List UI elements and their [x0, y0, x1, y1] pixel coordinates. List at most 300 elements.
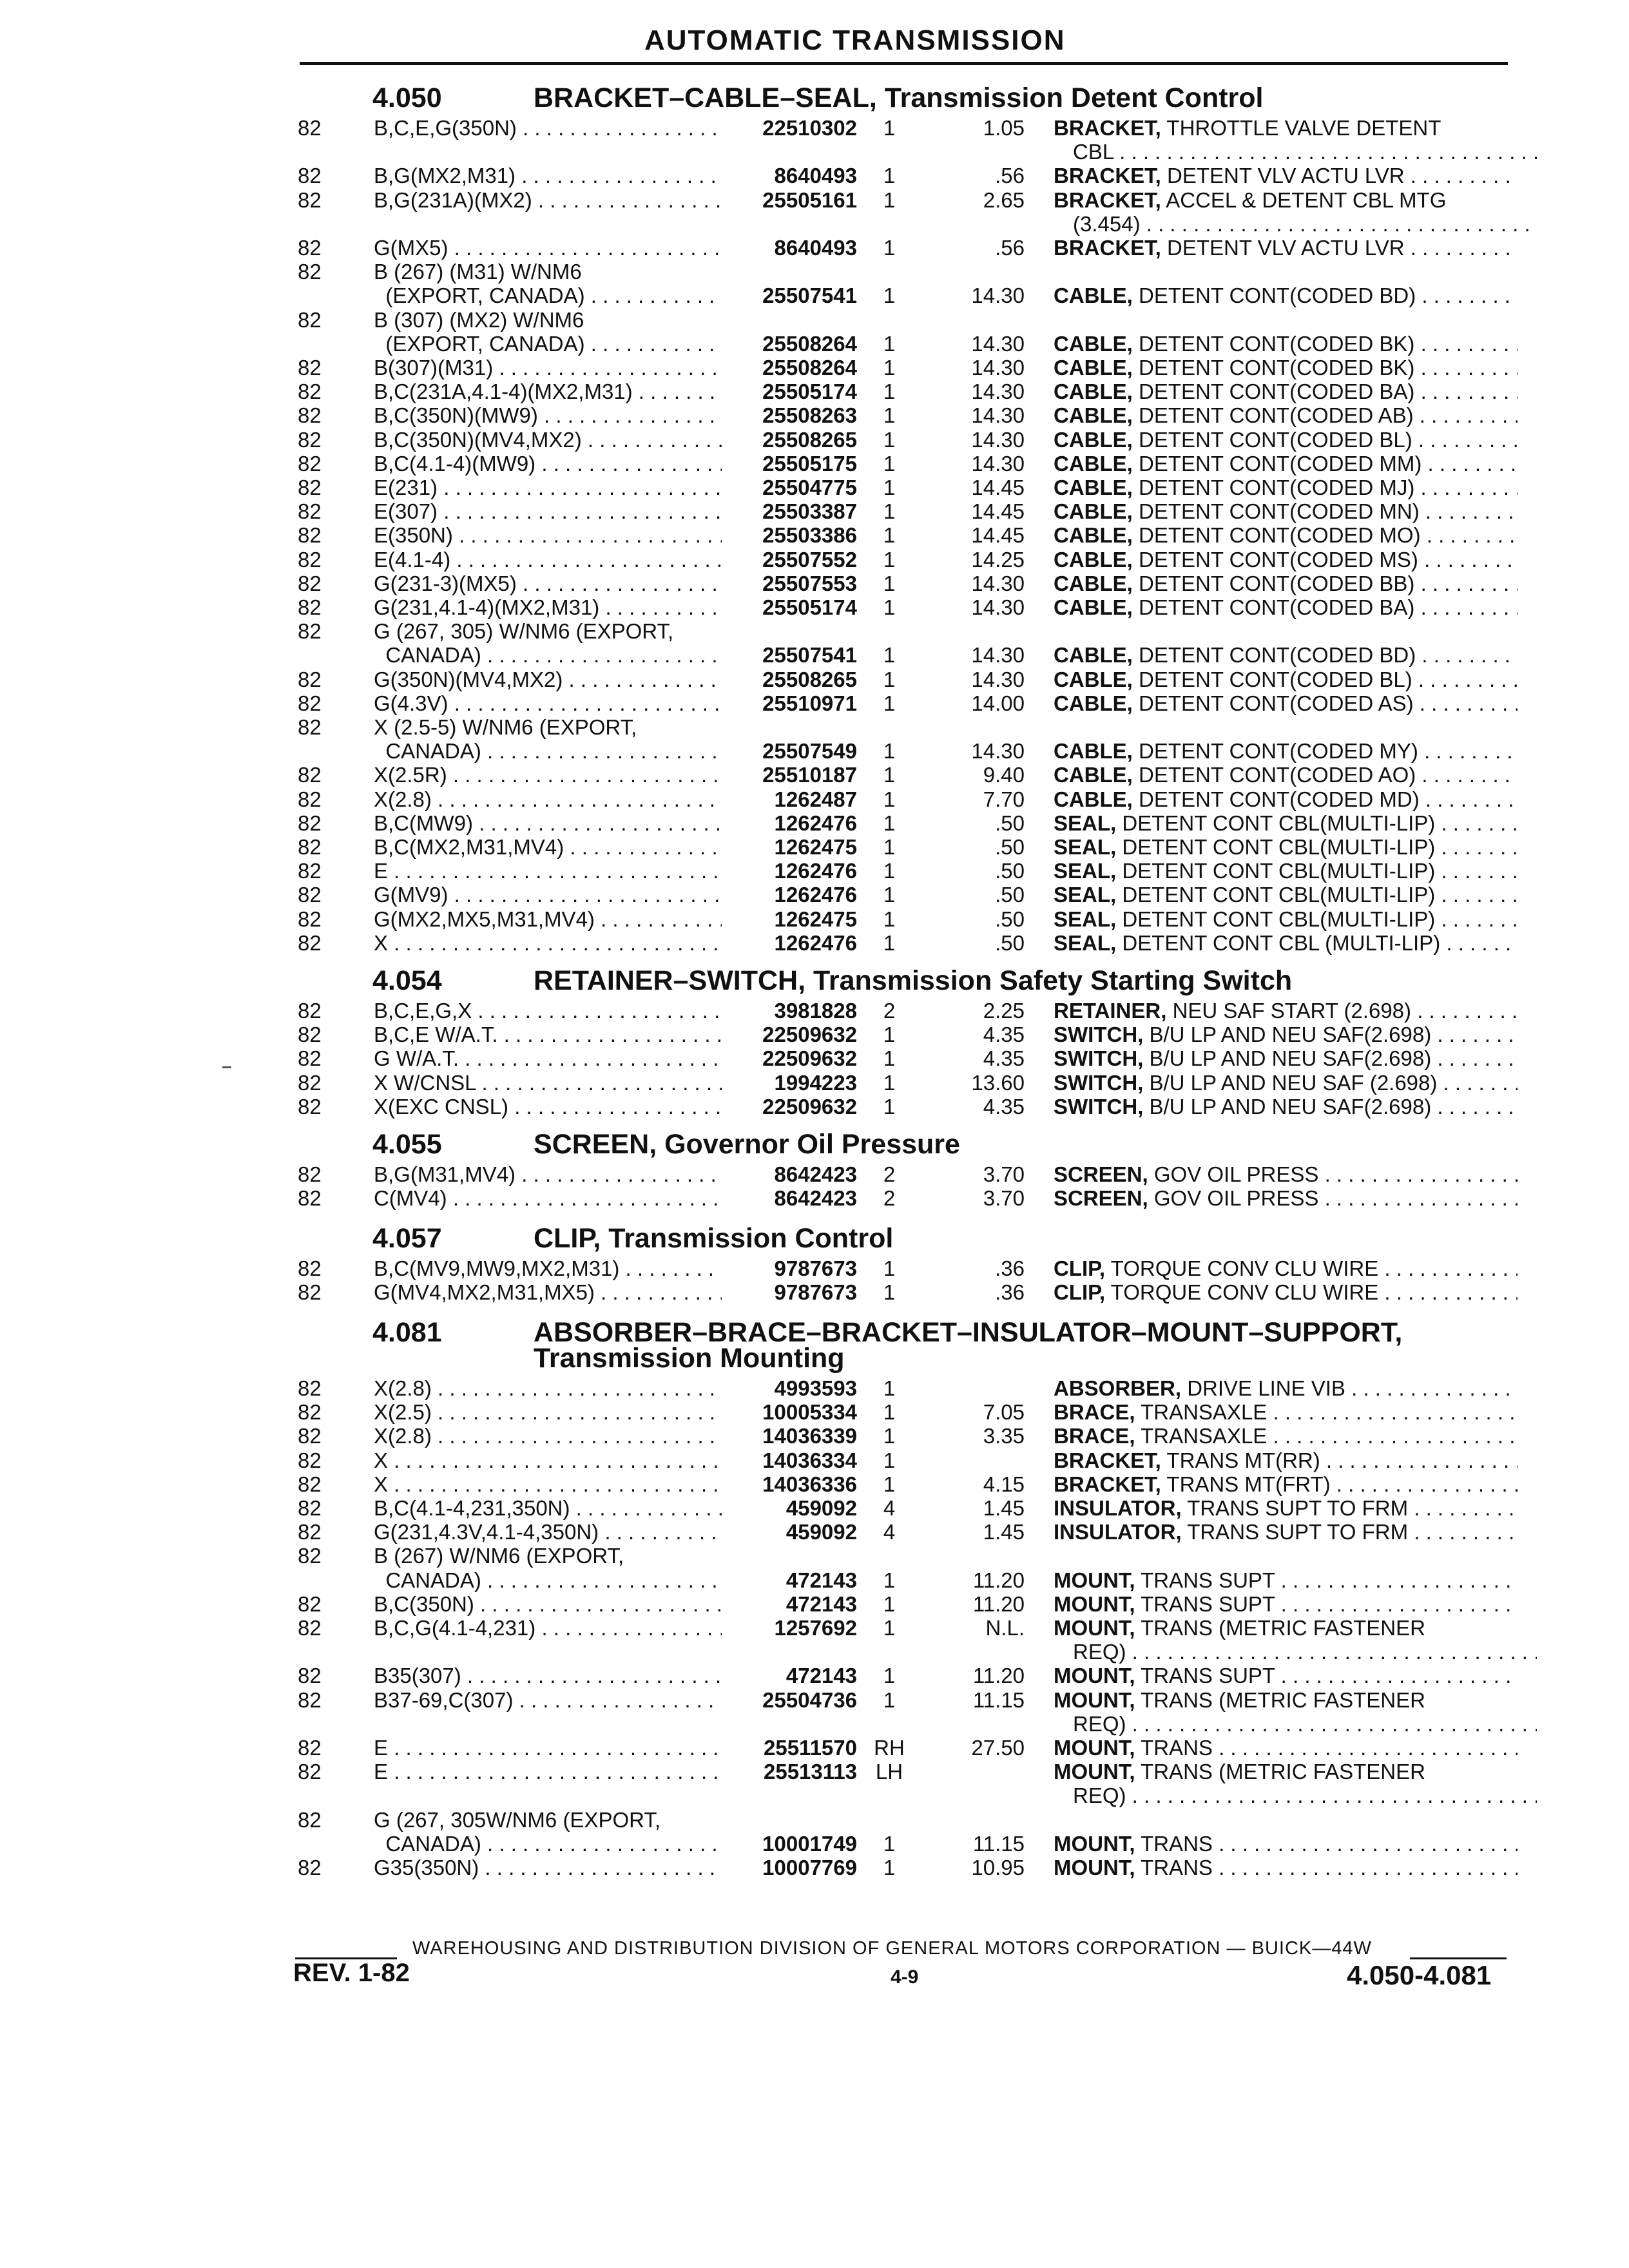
section-subtitle: Governor Oil Pressure	[657, 1129, 960, 1160]
quantity: 1	[883, 763, 896, 787]
part-number: 14036336	[762, 1472, 857, 1496]
model-year: 82	[298, 1664, 322, 1688]
quantity: 1	[883, 1256, 896, 1280]
part-number: 22509632	[762, 1046, 857, 1071]
model-year: 82	[298, 1256, 322, 1280]
part-description	[1054, 403, 1518, 428]
part-description-text: DETENT VLV ACTU LVR . . .	[1161, 236, 1518, 260]
model-applicability: B35(307) . . .	[374, 1664, 722, 1688]
model-applicability: X W/CNSL . . .	[374, 1071, 722, 1095]
part-number: 472143	[786, 1591, 857, 1616]
part-number: 472143	[786, 1664, 857, 1688]
table-row	[0, 188, 1629, 211]
part-number: 25507553	[762, 571, 857, 595]
model-year: 82	[298, 187, 322, 212]
part-number: 3981828	[774, 999, 857, 1023]
quantity: 1	[883, 523, 896, 548]
part-number: 25505174	[762, 380, 857, 404]
part-number: 10005334	[762, 1400, 857, 1425]
part-number: 25505175	[762, 451, 857, 476]
model-year: 82	[298, 1448, 322, 1472]
model-year: 82	[298, 1070, 322, 1095]
part-number: 10001749	[762, 1831, 857, 1856]
model-year: 82	[298, 691, 322, 715]
table-row	[0, 1520, 1629, 1543]
price: 13.60	[971, 1070, 1025, 1095]
section-subtitle: Transmission Control	[601, 1223, 894, 1254]
quantity: 1	[883, 1831, 896, 1856]
part-description	[1054, 1472, 1518, 1497]
quantity: 1	[883, 1070, 896, 1095]
part-description	[1054, 859, 1518, 883]
part-number: 9787673	[774, 1280, 857, 1305]
quantity: 1	[883, 547, 896, 572]
part-category: SEAL,	[1054, 811, 1117, 835]
part-description	[1054, 1520, 1518, 1544]
part-description-text: REQ) . . .	[1073, 1783, 1537, 1807]
table-row	[0, 787, 1629, 811]
model-applicability: E(231) . . .	[374, 476, 722, 500]
model-year: 82	[298, 523, 322, 548]
quantity: 1	[883, 116, 896, 140]
table-row	[0, 619, 1629, 642]
part-description	[1054, 883, 1518, 907]
part-category: CABLE,	[1054, 667, 1133, 691]
part-number: 14036334	[762, 1448, 857, 1472]
quantity: 1	[883, 427, 896, 452]
part-number: 14036339	[762, 1424, 857, 1448]
model-applicability: X(2.8) . . .	[374, 1424, 722, 1448]
price: 3.70	[983, 1186, 1025, 1211]
section-subtitle: Transmission Mounting	[534, 1343, 845, 1374]
part-description	[1054, 1856, 1518, 1880]
table-row	[0, 1640, 1629, 1663]
part-number: 25504736	[762, 1687, 857, 1712]
part-description	[1054, 1023, 1518, 1047]
part-description-text: TORQUE CONV CLU WIRE . . .	[1105, 1256, 1518, 1280]
quantity: 1	[883, 1856, 896, 1879]
table-row	[0, 1808, 1629, 1831]
part-description	[1054, 1162, 1518, 1187]
part-description	[1054, 164, 1518, 188]
part-description-text: DETENT CONT(CODED MO) . . .	[1133, 523, 1518, 547]
part-number: 25505174	[762, 595, 857, 619]
quantity: 1	[883, 236, 896, 260]
part-description	[1054, 643, 1518, 668]
quantity: 1	[883, 1046, 896, 1071]
table-row	[0, 236, 1629, 259]
part-description-text: DETENT CONT CBL(MULTI-LIP) . . .	[1116, 907, 1518, 931]
model-applicability: E(4.1-4) . . .	[374, 548, 722, 572]
part-category: BRACE,	[1054, 1400, 1135, 1425]
price: 11.15	[972, 1831, 1025, 1856]
part-number: 8642423	[774, 1162, 857, 1186]
part-number: 25508263	[762, 403, 857, 428]
model-year: 82	[298, 1023, 322, 1047]
part-number: 8640493	[774, 236, 857, 260]
part-description-text: DETENT CONT CBL(MULTI-LIP) . . .	[1116, 859, 1518, 883]
model-applicability: E . . .	[374, 1760, 722, 1784]
table-row	[0, 1783, 1629, 1807]
price: 1.05	[983, 116, 1025, 140]
part-description-text: DETENT CONT(CODED MN) . . .	[1133, 499, 1518, 523]
part-description	[1054, 499, 1518, 524]
price: 11.20	[972, 1568, 1025, 1592]
model-year: 82	[298, 1376, 322, 1400]
part-description	[1054, 1592, 1518, 1617]
part-number: 1257692	[774, 1616, 857, 1640]
part-category: SEAL,	[1054, 930, 1117, 955]
model-applicability: CANADA) . . .	[374, 739, 722, 764]
table-row	[0, 452, 1629, 475]
part-number: 25510971	[762, 691, 857, 715]
model-applicability: CANADA) . . .	[374, 643, 722, 668]
model-applicability: G(MX5) . . .	[374, 236, 722, 260]
model-year: 82	[298, 930, 322, 955]
revision-label: REV. 1-82	[293, 1959, 410, 1987]
table-row	[0, 499, 1629, 523]
price: 2.25	[983, 999, 1025, 1023]
part-number: 1262475	[774, 835, 857, 859]
footer-rule-right	[1410, 1957, 1507, 1959]
part-description-text: DETENT CONT(CODED MJ) . . .	[1133, 476, 1518, 499]
part-description	[1054, 668, 1518, 692]
part-number: 10007769	[762, 1856, 857, 1879]
part-category: CLIP,	[1054, 1280, 1106, 1305]
part-description	[1054, 691, 1518, 716]
part-description-text: DETENT CONT(CODED MY) . . .	[1133, 739, 1518, 763]
part-number: 25507552	[762, 547, 857, 572]
model-applicability: X(EXC CNSL) . . .	[374, 1095, 722, 1119]
quantity: 1	[883, 691, 896, 715]
quantity: 1	[883, 403, 896, 428]
model-year: 82	[298, 1736, 322, 1760]
price: N.L.	[985, 1616, 1025, 1640]
model-year: 82	[298, 1760, 322, 1784]
part-number: 25510187	[762, 763, 857, 787]
part-description	[1054, 1688, 1518, 1713]
part-category: CABLE,	[1054, 547, 1133, 572]
part-description	[1054, 739, 1518, 764]
model-year: 82	[298, 667, 322, 691]
part-description	[1054, 835, 1518, 860]
section-number: 4.057	[372, 1223, 442, 1254]
part-description	[1054, 931, 1518, 956]
part-description	[1073, 140, 1537, 164]
model-applicability: (EXPORT, CANADA) . . .	[374, 332, 722, 356]
model-year: 82	[298, 499, 322, 524]
part-category: BRACKET,	[1054, 187, 1161, 212]
part-category: SWITCH,	[1054, 1070, 1144, 1095]
part-category: SCREEN,	[1054, 1162, 1148, 1186]
section-name: ABSORBER–BRACE–BRACKET–INSULATOR–MOUNT–SUPPORT,	[534, 1317, 1403, 1348]
part-description-text: DETENT CONT CBL(MULTI-LIP) . . .	[1116, 835, 1518, 859]
part-description-text: CBL . . .	[1073, 140, 1537, 164]
price: 7.05	[983, 1400, 1025, 1425]
table-row	[0, 595, 1629, 619]
part-description-text: TRANS . . .	[1135, 1736, 1518, 1760]
price: 4.15	[983, 1472, 1025, 1496]
part-category: SWITCH,	[1054, 1023, 1144, 1047]
model-applicability: B,C(350N)(MV4,MX2) . . .	[374, 428, 722, 452]
table-row	[0, 811, 1629, 834]
part-description-text: TRANS MT(FRT) . . .	[1161, 1472, 1518, 1496]
quantity: 1	[883, 1424, 896, 1448]
quantity: 1	[883, 930, 896, 955]
model-applicability: E . . .	[374, 1736, 722, 1760]
table-row	[0, 116, 1629, 139]
price: .50	[995, 883, 1025, 907]
model-year: 82	[298, 116, 322, 140]
part-description-text: DETENT CONT CBL(MULTI-LIP) . . .	[1116, 811, 1518, 835]
model-year: 82	[298, 571, 322, 595]
table-row	[0, 668, 1629, 691]
price: 14.30	[971, 403, 1025, 428]
table-row	[0, 691, 1629, 715]
part-description	[1054, 907, 1518, 932]
quantity: 1	[883, 284, 896, 308]
quantity: 1	[883, 1568, 896, 1592]
model-year: 82	[298, 260, 322, 284]
part-category: BRACKET,	[1054, 1448, 1161, 1472]
model-year: 82	[298, 1591, 322, 1616]
part-number: 1262475	[774, 907, 857, 931]
quantity: 1	[883, 356, 896, 380]
part-description-text: DETENT CONT(CODED BA) . . .	[1133, 595, 1518, 619]
quantity: 1	[883, 1616, 896, 1640]
part-description-text: TRANS SUPT TO FRM . . .	[1182, 1520, 1518, 1544]
model-year: 82	[298, 859, 322, 883]
model-year: 82	[298, 1520, 322, 1544]
table-row	[0, 140, 1629, 163]
table-row	[0, 1856, 1629, 1879]
part-description	[1054, 476, 1518, 500]
quantity: 1	[883, 380, 896, 404]
part-category: CABLE,	[1054, 499, 1133, 524]
table-row	[0, 403, 1629, 427]
table-row	[0, 715, 1629, 738]
part-number: 22510302	[762, 116, 857, 140]
part-number: 1262476	[774, 930, 857, 955]
quantity: 1	[883, 1472, 896, 1496]
model-applicability: CANADA) . . .	[374, 1832, 722, 1856]
part-description-text: B/U LP AND NEU SAF (2.698) . . .	[1143, 1071, 1518, 1095]
table-row	[0, 523, 1629, 546]
part-category: CABLE,	[1054, 476, 1133, 499]
part-category: SEAL,	[1054, 907, 1117, 931]
table-row	[0, 907, 1629, 930]
part-category: CABLE,	[1054, 739, 1133, 764]
table-row	[0, 1736, 1629, 1759]
part-description	[1054, 1256, 1518, 1281]
part-category: CABLE,	[1054, 691, 1133, 715]
model-year: 82	[298, 763, 322, 787]
model-year: 82	[298, 356, 322, 380]
model-applicability: X(2.8) . . .	[374, 787, 722, 812]
part-description-text: DETENT CONT(CODED BA) . . .	[1133, 380, 1518, 403]
price: 27.50	[971, 1736, 1025, 1760]
part-category: CABLE,	[1054, 380, 1133, 404]
part-description	[1054, 595, 1518, 620]
table-row	[0, 572, 1629, 595]
part-description	[1054, 1095, 1518, 1119]
quantity: 1	[883, 1280, 896, 1305]
model-applicability: (EXPORT, CANADA) . . .	[374, 284, 722, 308]
table-row	[0, 260, 1629, 283]
model-applicability: B(307)(M31) . . .	[374, 356, 722, 380]
model-year: 82	[298, 307, 322, 332]
price: 14.30	[971, 451, 1025, 476]
model-year: 82	[298, 715, 322, 739]
part-description-text: TRANS MT(RR) . . .	[1161, 1448, 1518, 1472]
part-category: MOUNT,	[1054, 1736, 1135, 1760]
part-number: 459092	[786, 1496, 857, 1520]
model-year: 82	[298, 619, 322, 644]
part-category: RETAINER,	[1054, 999, 1167, 1023]
price: .50	[995, 811, 1025, 835]
model-applicability: B (267) W/NM6 (EXPORT,	[374, 1544, 624, 1568]
model-applicability: B,C(350N) . . .	[374, 1592, 722, 1617]
quantity: 1	[883, 476, 896, 499]
price: 14.25	[971, 547, 1025, 572]
model-applicability: G35(350N) . . .	[374, 1856, 722, 1880]
price: .50	[995, 859, 1025, 883]
table-row	[0, 380, 1629, 403]
part-description	[1054, 1400, 1518, 1425]
part-category: BRACKET,	[1054, 116, 1161, 140]
quantity: 1	[883, 1094, 896, 1119]
section-number: 4.050	[372, 82, 442, 113]
part-category: BRACKET,	[1054, 1472, 1161, 1496]
model-applicability: G (267, 305W/NM6 (EXPORT,	[374, 1807, 661, 1832]
model-applicability: B37-69,C(307) . . .	[374, 1688, 722, 1713]
table-row	[0, 1496, 1629, 1519]
part-description	[1054, 523, 1518, 548]
page-number: 4-9	[891, 1966, 919, 1988]
model-year: 82	[298, 787, 322, 811]
part-category: CABLE,	[1054, 331, 1133, 356]
model-year: 82	[298, 999, 322, 1023]
model-applicability: G(350N)(MV4,MX2) . . .	[374, 668, 722, 692]
part-description	[1073, 212, 1537, 236]
part-description	[1054, 284, 1518, 308]
model-applicability: C(MV4) . . .	[374, 1186, 722, 1211]
part-number: 25507541	[762, 643, 857, 668]
model-applicability: B,C,E,G,X . . .	[374, 999, 722, 1023]
quantity: 1	[883, 1687, 896, 1712]
part-description-text: DETENT CONT(CODED MS) . . .	[1133, 548, 1518, 572]
part-category: CABLE,	[1054, 356, 1133, 380]
quantity: 1	[883, 643, 896, 668]
part-description-text: DETENT CONT(CODED BL) . . .	[1133, 428, 1518, 452]
price: 14.45	[971, 523, 1025, 548]
price: .36	[995, 1280, 1025, 1305]
table-row	[0, 1760, 1629, 1783]
part-number: 25507549	[762, 739, 857, 764]
model-applicability: B (267) (M31) W/NM6	[374, 260, 582, 284]
part-number: 1262487	[774, 787, 857, 811]
part-description	[1054, 1736, 1518, 1760]
model-applicability: E(307) . . .	[374, 499, 722, 524]
price: .50	[995, 930, 1025, 955]
part-description-text: DETENT CONT(CODED MM) . . .	[1133, 452, 1518, 476]
part-description-text: TRANS (METRIC FASTENER	[1135, 1616, 1425, 1640]
model-applicability: B,C(MW9) . . .	[374, 811, 722, 836]
part-category: INSULATOR,	[1054, 1496, 1182, 1520]
quantity: 1	[883, 1400, 896, 1425]
table-row	[0, 1071, 1629, 1094]
quantity: 1	[883, 667, 896, 691]
quantity: 1	[883, 1023, 896, 1047]
table-row	[0, 428, 1629, 451]
model-applicability: X(2.8) . . .	[374, 1376, 722, 1401]
quantity: 2	[883, 1162, 896, 1186]
table-row	[0, 1023, 1629, 1046]
part-description	[1054, 116, 1518, 140]
quantity: 1	[883, 1591, 896, 1616]
part-description-text: DETENT CONT CBL(MULTI-LIP) . . .	[1116, 883, 1518, 907]
part-number: 25505161	[762, 187, 857, 212]
model-applicability: CANADA) . . .	[374, 1568, 722, 1593]
quantity: RH	[874, 1736, 905, 1760]
part-description	[1054, 1832, 1518, 1856]
table-row	[0, 1280, 1629, 1303]
part-number: 25511570	[763, 1736, 857, 1760]
part-description	[1054, 380, 1518, 404]
part-number: 22509632	[762, 1023, 857, 1047]
model-applicability: G(231,4.1-4)(MX2,M31) . . .	[374, 595, 722, 620]
part-description-text: TRANS . . .	[1135, 1832, 1518, 1856]
part-description-text: REQ) . . .	[1073, 1640, 1537, 1664]
model-applicability: B,G(M31,MV4) . . .	[374, 1162, 722, 1187]
model-year: 82	[298, 427, 322, 452]
part-category: BRACE,	[1054, 1424, 1135, 1448]
part-description-text: DETENT CONT(CODED AO) . . .	[1133, 763, 1518, 787]
part-category: SWITCH,	[1054, 1094, 1144, 1119]
part-category: CABLE,	[1054, 523, 1133, 548]
part-number: 25508264	[762, 331, 857, 356]
section-subtitle: Transmission Safety Starting Switch	[805, 965, 1293, 996]
part-description-text: DETENT CONT(CODED AB) . . .	[1133, 403, 1518, 427]
part-description-text: B/U LP AND NEU SAF(2.698) . . .	[1143, 1046, 1518, 1070]
table-row	[0, 356, 1629, 379]
table-row	[0, 1592, 1629, 1615]
part-number: 25507541	[762, 284, 857, 308]
price: 1.45	[983, 1496, 1025, 1520]
model-applicability: B,G(231A)(MX2) . . .	[374, 188, 722, 213]
model-year: 82	[298, 595, 322, 619]
model-applicability: X(2.5R) . . .	[374, 763, 722, 787]
price: 14.30	[971, 739, 1025, 764]
model-applicability: B,C(231A,4.1-4)(MX2,M31) . . .	[374, 380, 722, 404]
price: 2.65	[983, 187, 1025, 212]
model-applicability: X(2.5) . . .	[374, 1400, 722, 1425]
model-year: 82	[298, 1496, 322, 1520]
part-description-text: NEU SAF START (2.698) . . .	[1166, 999, 1518, 1023]
model-applicability: X . . .	[374, 1448, 722, 1473]
model-year: 82	[298, 811, 322, 835]
table-row	[0, 1256, 1629, 1280]
part-number: 1262476	[774, 883, 857, 907]
table-row	[0, 999, 1629, 1022]
part-number: 1262476	[774, 859, 857, 883]
price: 14.30	[971, 571, 1025, 595]
table-row	[0, 164, 1629, 187]
price: 14.30	[971, 595, 1025, 619]
part-description	[1054, 1046, 1518, 1071]
price: .36	[995, 1256, 1025, 1280]
model-applicability: B,C,E W/A.T. . . .	[374, 1023, 722, 1047]
